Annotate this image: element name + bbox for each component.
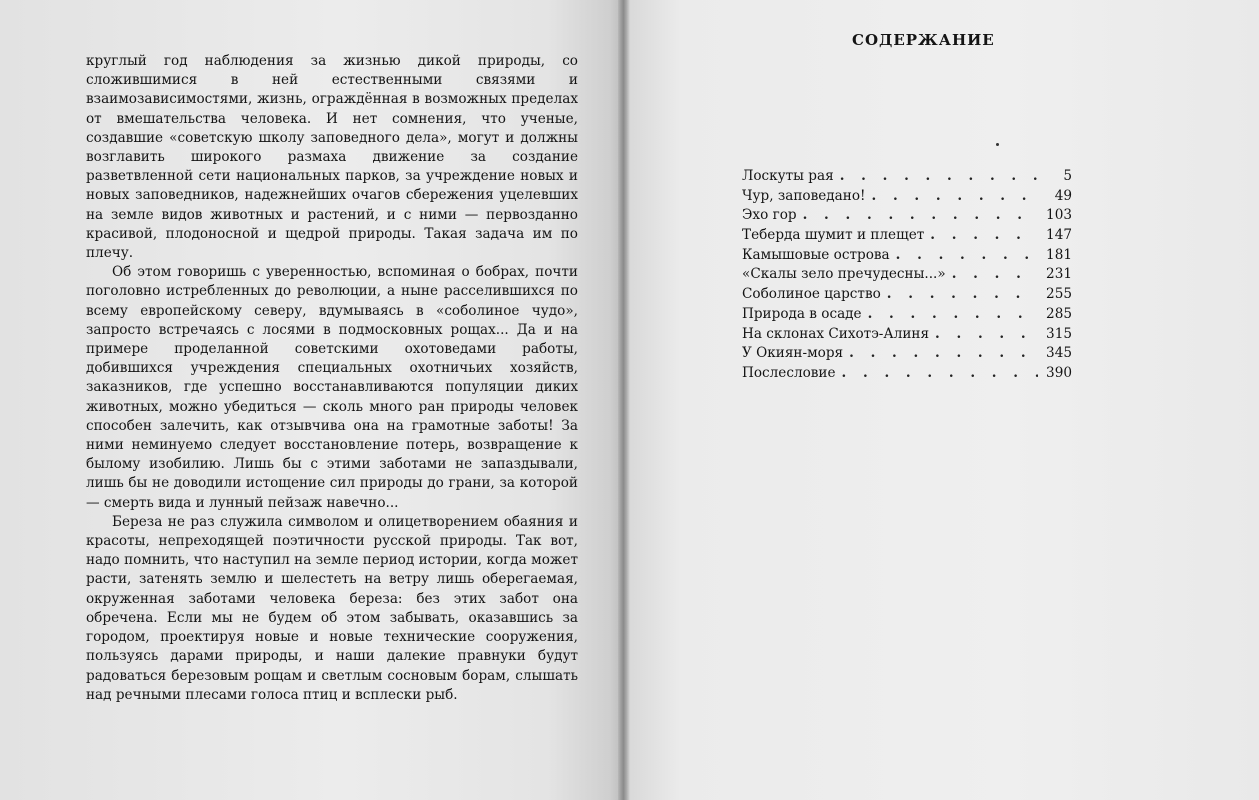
- toc-entry-title: Лоскуты рая: [742, 168, 834, 184]
- toc-entry-title: Послесловие: [742, 364, 836, 381]
- toc-entry: [742, 326, 1072, 346]
- paper-speck: [996, 143, 999, 146]
- toc-entry: [742, 247, 1072, 267]
- paragraph-2: Об этом говоришь с уверенностью, вспоминая о бобрах, почти поголовно истребленных до революции, а ныне расселившихся по всему европейскому северу, вдумываясь в «соболиное чудо», запросто встречаясь с лосями в подмосковных рощах... Да и на примере проделанной советскими охотоведами работы, добившихся учреждения специальных охотничьих хозяйств, заказников, где успешно восстанавливаются популяции диких животных, можно убедиться — сколь много ран природы человек способен залечить, как отзывчива она на грамотные заботы! За ними неминуемо следует восстановление потерь, возвращение к былому изобилию. Лишь бы с этими заботами не запаздывали, лишь бы не доводили истощение сил природы до грани, за которой — смерть вида и лунный пейзаж навечно...: [86, 264, 578, 511]
- toc-entry-page: 5: [1063, 168, 1072, 184]
- toc-entry-title: Природа в осаде: [742, 305, 862, 322]
- toc-leader-dots: [887, 286, 1038, 302]
- toc-entry-title: У Окиян-моря: [742, 345, 844, 362]
- toc-leader-dots: [803, 207, 1038, 223]
- paragraph-3: Береза не раз служила символом и олицетворением обаяния и красоты, непреходящей поэтичности русской природы. Так вот, надо помнить, что наступил на земле период истории, когда может расти, затенять землю и шелестеть на ветру лишь оберегаемая, окруженная заботами человека береза: без этих забот она обречена. Если мы не будем об этом забывать, оказавшись за городом, проектируя новые и новые технические сооружения, пользуясь дарами природы, и наши далекие правнуки будут радоваться березовым рощам и светлым сосновым борам, слышать над речными плесами голоса птиц и всплески рыб.: [86, 513, 578, 703]
- left-page: [0, 0, 622, 800]
- toc-leader-dots: [872, 188, 1039, 204]
- toc-entry: [742, 266, 1072, 286]
- toc-leader-dots: [935, 326, 1038, 342]
- paragraph-1: круглый год наблюдения за жизнью дикой природы, со сложившимися в ней естественными связями и взаимозависимостями, жизнь, ограждённая в возможных пределах от вмешательства человека. И нет сомнения, что ученые, создавшие «советскую школу заповедного дела», могут и должны возглавить широкого размаха движение за создание разветвленной сети национальных парков, за учреждение новых и новых заповедников, надежнейших очагов сбережения уцелевших на земле видов животных и растений, и с ними — первозданно красивой, плодоносной и щедрой природы. Такая задача им по плечу.: [86, 53, 578, 262]
- toc-leader-dots: [842, 365, 1038, 381]
- toc-entry-page: 390: [1046, 364, 1072, 381]
- toc-entry: [742, 207, 1072, 227]
- toc-entry: [742, 306, 1072, 326]
- toc-entry: [742, 227, 1072, 247]
- toc-entry-page: 231: [1046, 266, 1072, 283]
- toc-entry-page: 315: [1046, 325, 1072, 342]
- toc-entry: [742, 286, 1072, 306]
- body-text: [86, 52, 578, 705]
- toc-entry-title: Эхо гор: [742, 207, 797, 224]
- toc-leader-dots: [849, 345, 1038, 361]
- toc-leader-dots: [952, 266, 1038, 282]
- toc-entry: [742, 345, 1072, 365]
- toc-entry-title: «Скалы зело пречудесны...»: [742, 266, 946, 283]
- toc-entry: [742, 168, 1072, 188]
- toc-entry-page: 255: [1046, 286, 1072, 303]
- toc-entry-title: Чур, заповедано!: [742, 187, 866, 204]
- toc-leader-dots: [868, 306, 1038, 322]
- toc-entry-page: 181: [1046, 246, 1072, 263]
- book-gutter: [618, 0, 630, 800]
- table-of-contents: [742, 168, 1072, 385]
- toc-entry-title: Камышовые острова: [742, 246, 890, 263]
- toc-entry-page: 285: [1046, 305, 1072, 322]
- toc-leader-dots: [930, 227, 1038, 243]
- toc-entry-page: 103: [1046, 207, 1072, 224]
- toc-entry: [742, 188, 1072, 208]
- toc-title: СОДЕРЖАНИЕ: [852, 31, 995, 49]
- toc-entry-page: 345: [1046, 345, 1072, 362]
- toc-leader-dots: [840, 168, 1038, 184]
- toc-entry-title: Соболиное царство: [742, 286, 881, 303]
- right-page: [630, 0, 1259, 800]
- toc-leader-dots: [896, 247, 1038, 263]
- toc-entry-title: На склонах Сихотэ-Алиня: [742, 325, 930, 342]
- toc-entry-page: 147: [1046, 227, 1072, 244]
- toc-entry-title: Теберда шумит и плещет: [742, 227, 925, 244]
- toc-entry: [742, 365, 1072, 385]
- toc-entry-page: 49: [1054, 187, 1072, 204]
